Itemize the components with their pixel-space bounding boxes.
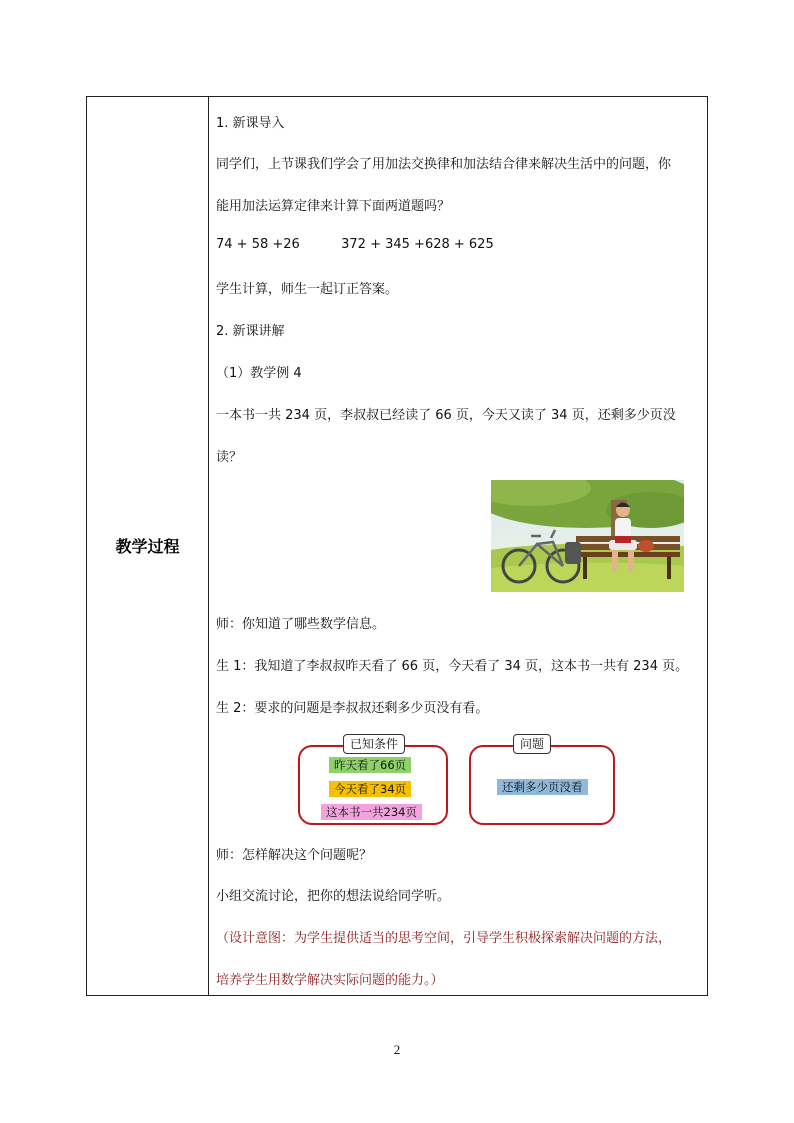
problem-line: 一本书一共 234 页，李叔叔已经读了 66 页，今天又读了 34 页，还剩多少页没 <box>216 408 676 423</box>
teacher-question: 师：怎样解决这个问题呢？ <box>216 848 373 863</box>
section-label: 教学过程 <box>115 537 180 556</box>
teacher-question: 师：你知道了哪些数学信息。 <box>216 617 386 632</box>
design-intent-line: （设计意图：为学生提供适当的思考空间，引导学生积极探索解决问题的方法， <box>216 931 672 946</box>
group-discussion: 小组交流讨论，把你的想法说给同学听。 <box>216 889 451 904</box>
park-bench-illustration <box>491 480 684 592</box>
question-tag: 还剩多少页没看 <box>497 779 588 795</box>
paragraph-line: 能用加法运算定律来计算下面两道题吗？ <box>216 199 451 214</box>
condition-tag: 这本书一共234页 <box>321 804 422 820</box>
reading-man-image <box>491 480 684 592</box>
condition-tag: 今天看了34页 <box>329 781 411 797</box>
example-heading: （1）教学例 4 <box>216 366 302 381</box>
known-conditions-box <box>298 737 448 825</box>
paragraph-line: 学生计算，师生一起订正答案。 <box>216 282 399 297</box>
heading-intro: 1. 新课导入 <box>216 116 285 131</box>
lesson-table <box>86 96 708 996</box>
paragraph-line: 同学们，上节课我们学会了用加法交换律和加法结合律来解决生活中的问题，你 <box>216 157 672 172</box>
math-expressions: 74 + 58 +26 372 + 345 +628 + 625 <box>216 237 494 252</box>
problem-line: 读？ <box>216 450 243 465</box>
student-answer-1: 生 1：我知道了李叔叔昨天看了 66 页，今天看了 34 页，这本书一共有 234 页。 <box>216 659 689 674</box>
student-answer-2: 生 2：要求的问题是李叔叔还剩多少页没有看。 <box>216 701 489 716</box>
design-intent-line: 培养学生用数学解决实际问题的能力。） <box>216 973 444 988</box>
question-box <box>469 737 615 825</box>
condition-tag: 昨天看了66页 <box>329 757 411 773</box>
page-number: 2 <box>393 1042 401 1057</box>
heading-new-lesson: 2. 新课讲解 <box>216 324 285 339</box>
question-title: 问题 <box>513 734 551 754</box>
known-conditions-title: 已知条件 <box>343 734 405 754</box>
column-divider <box>208 97 209 995</box>
